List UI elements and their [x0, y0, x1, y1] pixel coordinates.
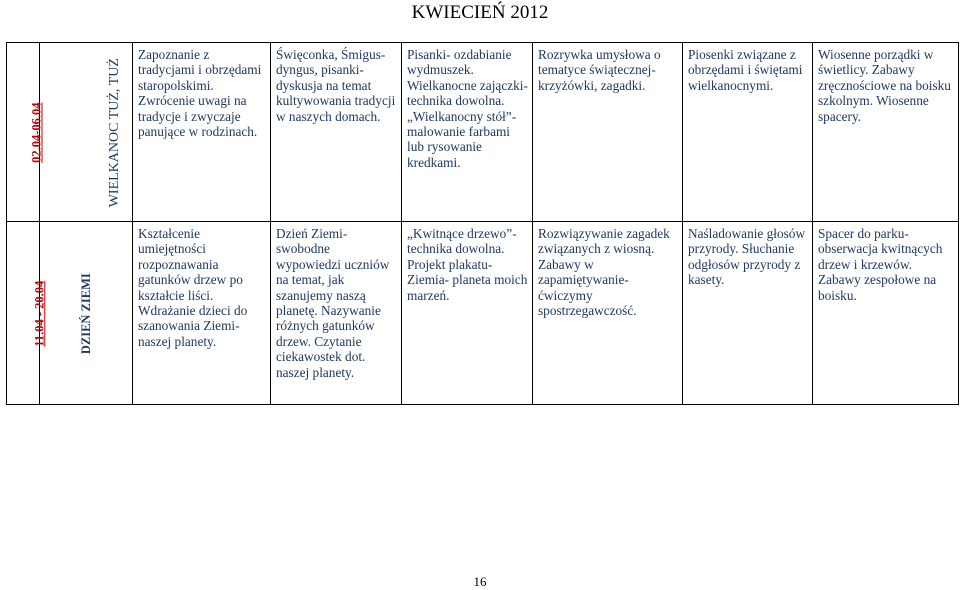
- activity-cell: Rozwiązywanie zagadek związanych z wiosną. Zabawy w zapamiętywanie- ćwiczymy spostrzegawczość.: [533, 222, 683, 405]
- date-cell: [7, 43, 44, 222]
- page-title: KWIECIEŃ 2012: [411, 2, 549, 23]
- table-row: [7, 222, 959, 405]
- activity-cell: Naśladowanie głosów przyrody. Słuchanie odgłosów przyrody z kasety.: [683, 222, 813, 405]
- theme-cell: [40, 43, 133, 222]
- table-row: [7, 43, 959, 222]
- activity-cell: Święconka, Śmigus-dyngus, pisanki- dyskusja na temat kultywowania tradycji w naszych domach.: [271, 43, 402, 222]
- date-cell: [7, 222, 47, 405]
- activity-cell: Rozrywka umysłowa o tematyce świątecznej- krzyżówki, zagadki.: [533, 43, 683, 222]
- activity-cell: Kształcenie umiejętności rozpoznawania gatunków drzew po kształcie liści. Wdrażanie dzieci do szanowania Ziemi- naszej planety.: [133, 222, 271, 405]
- activity-cell: Dzień Ziemi- swobodne wypowiedzi uczniów na temat, jak szanujemy naszą planetę. Nazywanie różnych gatunków drzew. Czytanie ciekawostek dot. naszej planety.: [271, 222, 402, 405]
- date-range: 11.04 - 20.04: [32, 280, 47, 347]
- theme-title: DZIEŃ ZIEMI: [78, 273, 93, 354]
- activity-cell: „Kwitnące drzewo”- technika dowolna. Projekt plakatu- Ziemia- planeta moich marzeń.: [402, 222, 533, 405]
- activity-cell: Zapoznanie z tradycjami i obrzędami staropolskimi. Zwrócenie uwagi na tradycje i zwyczaje panujące w rodzinach.: [133, 43, 271, 222]
- activity-cell: Pisanki- ozdabianie wydmuszek. Wielkanocne zajączki- technika dowolna. „Wielkanocny stół”- malowanie farbami lub rysowanie kredkami.: [402, 43, 533, 222]
- activity-cell: Wiosenne porządki w świetlicy. Zabawy zręcznościowe na boisku szkolnym. Wiosenne spacery.: [813, 43, 959, 222]
- schedule-table: [6, 42, 959, 405]
- theme-title: WIELKANOC TUŻ, TUŻ: [106, 57, 122, 208]
- activity-cell: Piosenki związane z obrzędami i świętami wielkanocnymi.: [683, 43, 813, 222]
- page-number: 16: [473, 574, 487, 589]
- theme-cell: [40, 222, 133, 405]
- activity-cell: Spacer do parku- obserwacja kwitnących drzew i krzewów. Zabawy zespołowe na boisku.: [813, 222, 959, 405]
- date-range: 02.04-06.04: [29, 102, 44, 163]
